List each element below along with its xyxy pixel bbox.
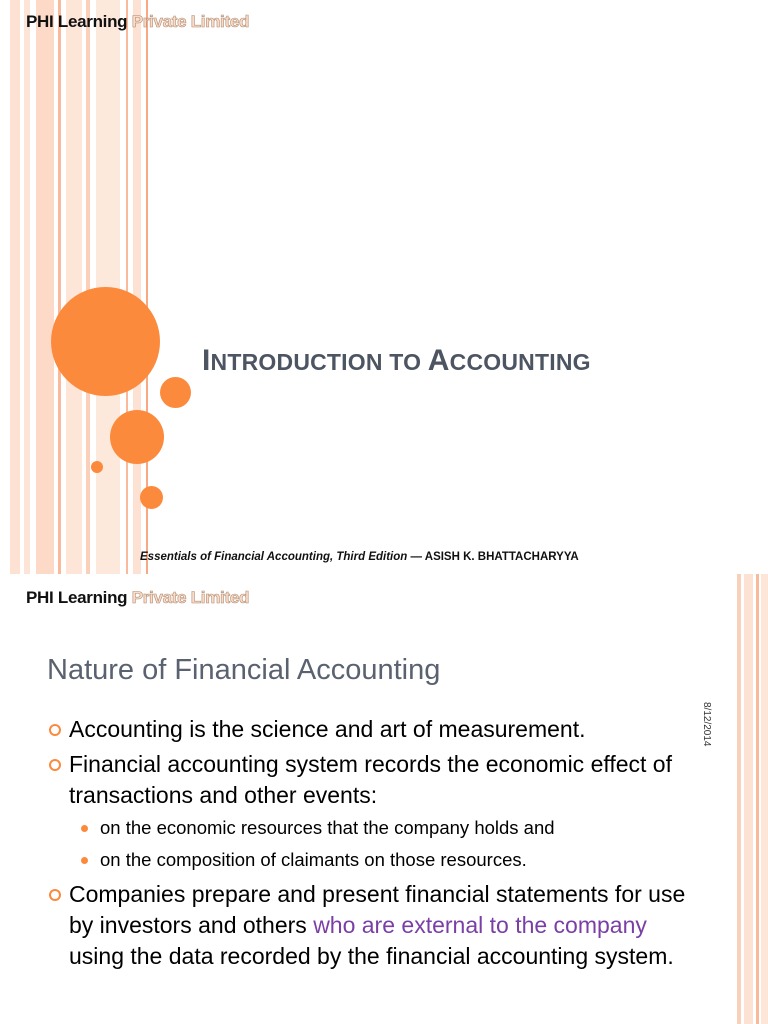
slide-title: INTRODUCTION TO ACCOUNTING	[202, 344, 591, 377]
decor-stripe	[86, 0, 90, 574]
decor-stripe	[10, 0, 20, 574]
ring-bullet-icon	[49, 724, 61, 736]
list-item: Companies prepare and present financial statements for use by investors and others who are external to the company using the data recorded by the financial accounting system.	[48, 879, 688, 972]
brand-logo: PHI Learning Private Limited	[26, 588, 250, 607]
brand-logo: PHI Learning Private Limited	[26, 12, 250, 31]
sub-list-item: on the economic resources that the company holds and	[48, 815, 688, 841]
decor-stripe	[756, 574, 759, 1024]
slide-date: 8/12/2014	[701, 702, 712, 747]
decor-stripe	[133, 0, 141, 574]
list-item: Financial accounting system records the economic effect of transactions and other events:	[48, 749, 688, 811]
slide-title: Nature of Financial Accounting	[47, 654, 441, 686]
decor-circle-large	[51, 287, 160, 396]
dot-bullet-icon	[81, 825, 88, 832]
decor-stripe	[36, 0, 54, 574]
ring-bullet-icon	[49, 889, 61, 901]
decor-stripe	[66, 0, 82, 574]
sub-list-item: on the composition of claimants on those resources.	[48, 847, 688, 873]
decor-stripe	[737, 574, 741, 1024]
content-slide	[0, 574, 768, 1024]
bullet-list	[48, 714, 688, 976]
decor-circle-small	[140, 486, 163, 509]
ring-bullet-icon	[49, 759, 61, 771]
dot-bullet-icon	[81, 857, 88, 864]
book-credit: Essentials of Financial Accounting, Third Edition — ASISH K. BHATTACHARYYA	[140, 551, 579, 563]
highlighted-text: who are external to the company	[313, 912, 647, 938]
decor-stripe	[58, 0, 61, 574]
decor-circle-medium	[110, 410, 164, 464]
decor-stripe	[761, 574, 768, 1024]
list-item: Accounting is the science and art of measurement.	[48, 714, 688, 745]
decor-stripe	[126, 0, 128, 574]
decor-stripe	[744, 574, 753, 1024]
decor-circle-tiny	[91, 461, 103, 473]
decor-circle-small	[160, 377, 191, 408]
decor-stripe	[24, 0, 30, 574]
